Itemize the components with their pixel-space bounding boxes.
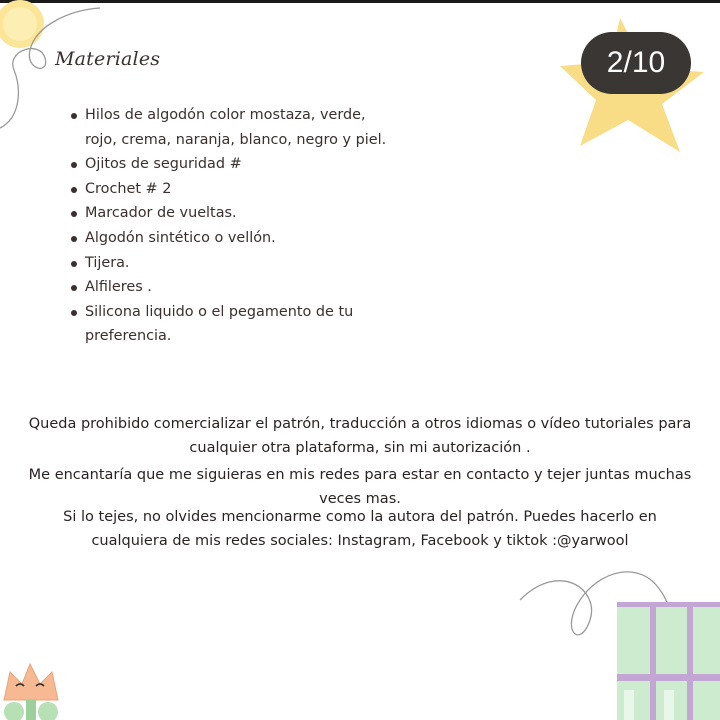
page-title: Materiales [55,48,161,70]
page-indicator-badge: 2/10 [581,32,691,94]
list-item: Silicona liquido o el pegamento de tu preferencia. [68,300,398,349]
list-item: Ojitos de seguridad # [68,152,398,177]
prohibition-notice: Queda prohibido comercializar el patrón, traducción a otros idiomas o vídeo tutoriales para cualquier otra plataforma, sin mi autorización . [28,416,692,456]
follow-notice: Me encantaría que me siguieras en mis redes para estar en contacto y tejer juntas muchas veces mas. [28,467,692,507]
materials-list [68,103,398,349]
window-decoration [617,602,720,720]
list-item: Hilos de algodón color mostaza, verde, rojo, crema, naranja, blanco, negro y piel. [68,103,398,152]
flower-icon [4,664,58,720]
list-item: Alfileres . [68,275,398,300]
mention-notice: Si lo tejes, no olvides mencionarme como la autora del patrón. Puedes hacerlo en cualquiera de mis redes sociales: Instagram, Facebook y tiktok :@yarwool [63,509,657,549]
list-item: Algodón sintético o vellón. [68,226,398,251]
list-item: Tijera. [68,251,398,276]
list-item: Marcador de vueltas. [68,201,398,226]
list-item: Crochet # 2 [68,177,398,202]
sun-icon [0,0,44,48]
